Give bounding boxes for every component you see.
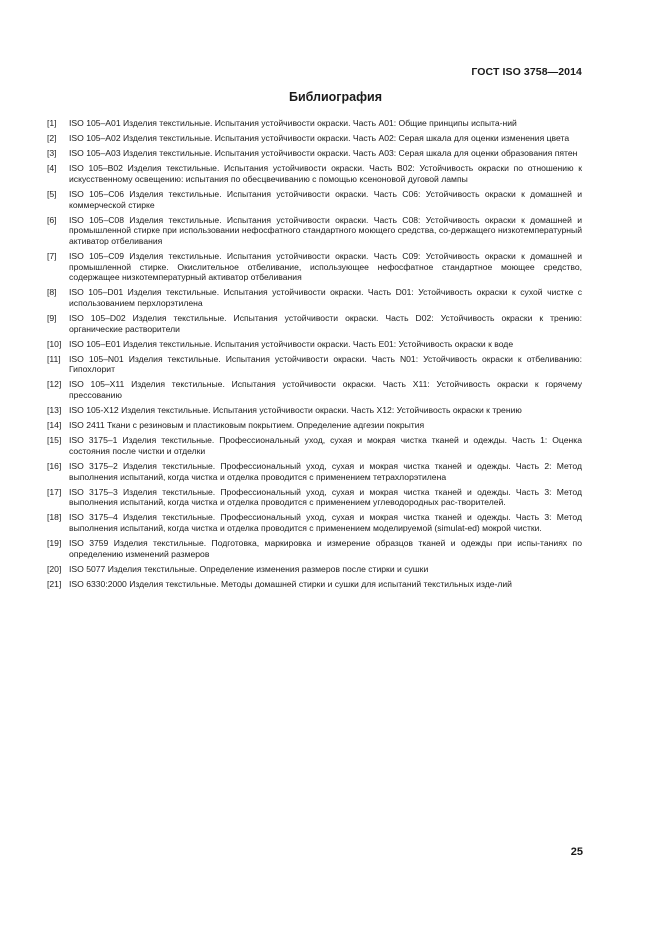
- reference-text: ISO 105–E01 Изделия текстильные. Испытания устойчивости окраски. Часть E01: Устойчивость окраски к воде: [69, 338, 514, 349]
- reference-text: ISO 105–A01 Изделия текстильные. Испытания устойчивости окраски. Часть A01: Общие принципы испыта-ний: [69, 118, 517, 128]
- bibliography-entry: [47, 189, 582, 210]
- bibliography-entry: [47, 487, 582, 508]
- reference-number: [21]: [47, 578, 62, 589]
- reference-text: ISO 105–D02 Изделия текстильные. Испытания устойчивости окраски. Часть D02: Устойчивость окраски к трению: органические растворители: [69, 312, 582, 334]
- reference-number: [7]: [47, 250, 57, 261]
- reference-number: [19]: [47, 538, 62, 548]
- reference-number: [6]: [47, 214, 57, 225]
- reference-text: ISO 6330:2000 Изделия текстильные. Методы домашней стирки и сушки для испытаний текстильных изде-лий: [69, 578, 512, 589]
- reference-text: ISO 105–N01 Изделия текстильные. Испытания устойчивости окраски. Часть N01: Устойчивость окраски к отбеливанию: Гипохлорит: [69, 353, 582, 375]
- reference-text: ISO 3175–4 Изделия текстильные. Профессиональный уход, сухая и мокрая чистка тканей и одежды. Часть 3: Метод выполнения испытаний, когда чистка и отделка проводится с применением моделируемой (simulat-ed) мокрой чистки.: [69, 512, 582, 533]
- bibliography-entry: [47, 420, 582, 431]
- bibliography-entry: [47, 287, 582, 308]
- reference-text: ISO 3759 Изделия текстильные. Подготовка, маркировка и измерение образцов тканей и одежды при испы-таниях по определению изменений размеров: [69, 538, 582, 559]
- reference-number: [4]: [47, 163, 57, 174]
- reference-number: [11]: [47, 353, 61, 364]
- reference-text: ISO 3175–2 Изделия текстильные. Профессиональный уход, сухая и мокрая чистка тканей и одежды. Часть 2: Метод выполнения испытаний, когда чистка и отделка проводится с применением тетрахлорэтилена: [69, 460, 582, 482]
- reference-number: [18]: [47, 512, 62, 523]
- reference-text: ISO 105–A02 Изделия текстильные. Испытания устойчивости окраски. Часть A02: Серая шкала для оценки изменения цвета: [69, 133, 570, 144]
- reference-text: ISO 105–C09 Изделия текстильные. Испытания устойчивости окраски. Часть C09: Устойчивость окраски к домашней и промышленной стирке. Окислительное отбеливание, использующее нефосфатное стандартное моющее средство, содержащее низкотемпературный активатор отбеливания: [69, 250, 582, 283]
- bibliography-entry: [47, 133, 582, 144]
- reference-text: ISO 105–C08 Изделия текстильные. Испытания устойчивости окраски. Часть C08: Устойчивость окраски к домашней и промышленной стирке при использовании нефосфатного стандартного моющего средства, со-держащего низкотемпературный активатор отбеливания: [69, 214, 582, 246]
- reference-text: ISO 105–A03 Изделия текстильные. Испытания устойчивости окраски. Часть A03: Серая шкала для оценки образования пятен: [69, 148, 578, 159]
- reference-number: [3]: [47, 148, 57, 159]
- bibliography-entry: [47, 379, 582, 400]
- reference-number: [14]: [47, 420, 62, 431]
- reference-number: [17]: [47, 486, 62, 497]
- reference-text: ISO 2411 Ткани с резиновым и пластиковым покрытием. Определение адгезии покрытия: [69, 420, 425, 431]
- bibliography-entry: [47, 354, 582, 375]
- reference-number: [16]: [47, 460, 62, 471]
- bibliography-entry: [47, 405, 582, 416]
- reference-text: ISO 105–C06 Изделия текстильные. Испытания устойчивости окраски. Часть C06: Устойчивость окраски к домашней и коммерческой стирке: [69, 188, 582, 210]
- reference-text: ISO 105–X11 Изделия текстильные. Испытания устойчивости окраски. Часть X11: Устойчивость окраски к горячему прессованию: [69, 379, 582, 400]
- page-number: 25: [570, 846, 583, 858]
- reference-number: [13]: [47, 405, 62, 416]
- bibliography-entry: [47, 538, 582, 559]
- reference-number: [15]: [47, 435, 62, 446]
- reference-text: ISO 105–D01 Изделия текстильные. Испытания устойчивости окраски. Часть D01: Устойчивость окраски к сухой чистке с использованием перхлорэтилена: [69, 287, 582, 308]
- reference-text: ISO 105–B02 Изделия текстильные. Испытания устойчивости окраски. Часть B02: Устойчивость окраски по отношению к искусственному освещению: испытания по обесцвечиванию с помощью ксеноновой дуговой лампы: [69, 163, 582, 184]
- bibliography-entry: [47, 564, 582, 575]
- reference-text: ISO 5077 Изделия текстильные. Определение изменения размеров после стирки и сушки: [69, 563, 429, 574]
- bibliography-entry: [47, 461, 582, 482]
- reference-number: [2]: [47, 133, 57, 144]
- bibliography-entry: [47, 215, 582, 247]
- reference-text: ISO 3175–1 Изделия текстильные. Профессиональный уход, сухая и мокрая чистка тканей и одежды. Часть 1: Оценка состояния после чистки и отделки: [69, 435, 582, 456]
- reference-number: [1]: [47, 118, 57, 128]
- document-code-header: ГОСТ ISO 3758—2014: [471, 66, 582, 78]
- bibliography-entry: [47, 512, 582, 533]
- bibliography-entry: [47, 148, 582, 159]
- bibliography-entry: [47, 313, 582, 334]
- reference-text: ISO 3175–3 Изделия текстильные. Профессиональный уход, сухая и мокрая чистка тканей и одежды. Часть 3: Метод выполнения испытаний, когда чистка и отделка проводится с применением углеводородных рас-творителей.: [69, 486, 582, 508]
- reference-number: [10]: [47, 338, 62, 349]
- reference-text: ISO 105-X12 Изделия текстильные. Испытания устойчивости окраски. Часть X12: Устойчивость окраски к трению: [69, 405, 522, 416]
- reference-number: [5]: [47, 188, 57, 199]
- reference-number: [20]: [47, 563, 62, 574]
- bibliography-entry: [47, 579, 582, 590]
- bibliography-list: [47, 118, 582, 594]
- bibliography-entry: [47, 339, 582, 350]
- reference-number: [9]: [47, 312, 57, 323]
- bibliography-entry: [47, 251, 582, 283]
- page-title: Библиография: [288, 90, 383, 104]
- bibliography-entry: [47, 118, 582, 129]
- bibliography-entry: [47, 435, 582, 456]
- reference-number: [12]: [47, 379, 62, 390]
- bibliography-entry: [47, 163, 582, 184]
- reference-number: [8]: [47, 287, 57, 298]
